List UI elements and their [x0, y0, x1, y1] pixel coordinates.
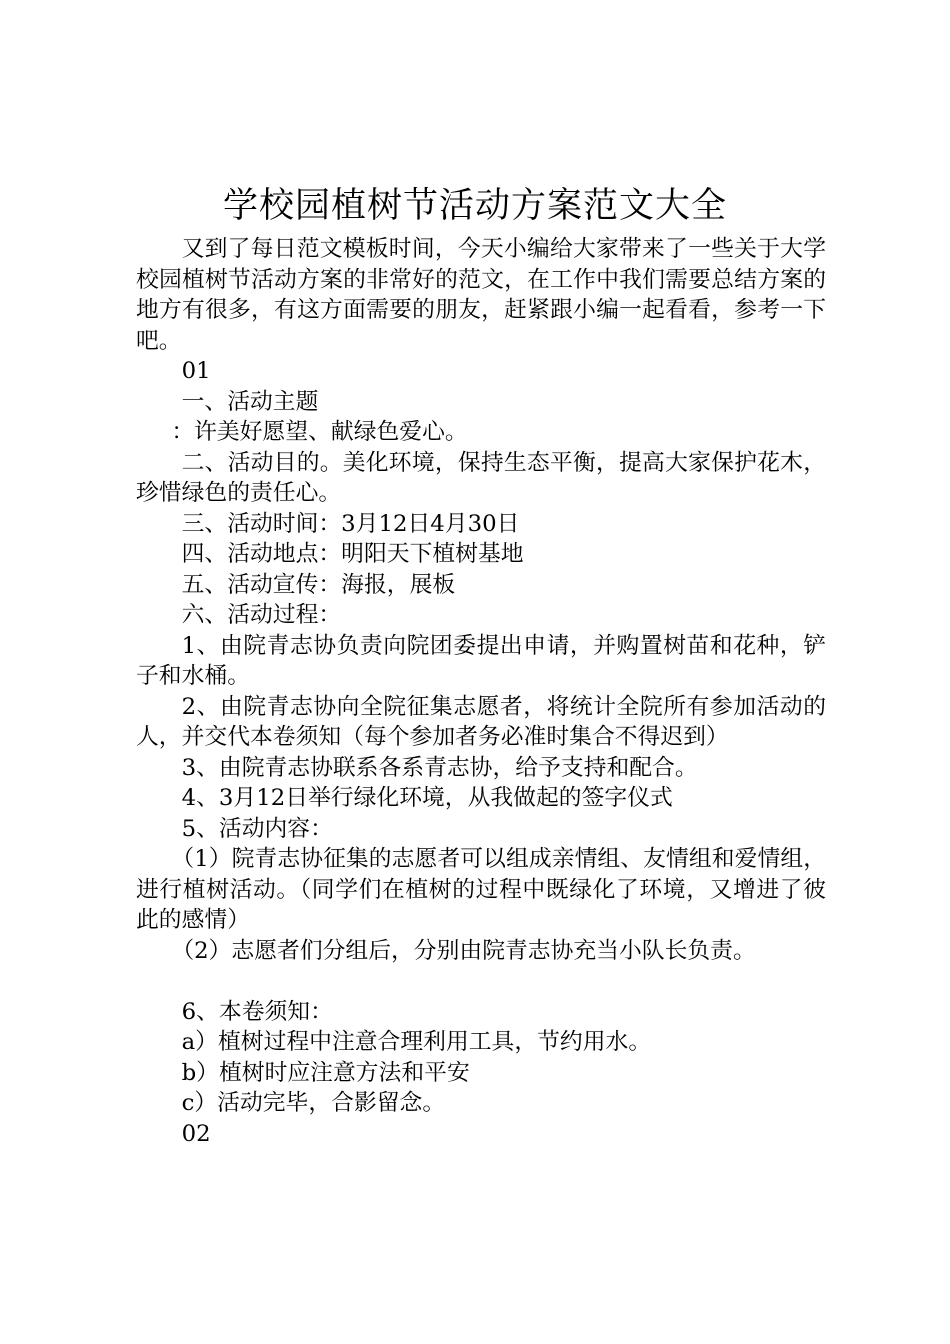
- activity-purpose: 二、活动目的。美化环境，保持生态平衡，提高大家保护花木，珍惜绿色的责任心。: [136, 449, 826, 506]
- process-step-2: 2、由院青志协向全院征集志愿者，将统计全院所有参加活动的人，并交代本卷须知（每个参加者务必准时集合不得迟到）: [136, 693, 826, 750]
- blank-line: [136, 966, 826, 997]
- heading-activity-process: 六、活动过程：: [181, 602, 342, 628]
- process-step-5: 5、活动内容：: [181, 815, 333, 842]
- process-step-4: 4、3月12日举行绿化环境，从我做起的签字仪式: [181, 785, 673, 811]
- process-step-6: 6、本卷须知：: [181, 998, 333, 1025]
- document-body: [136, 234, 826, 1149]
- activity-time: 三、活动时间：3月12日4月30日: [181, 510, 520, 537]
- notice-item-b: b）植树时应注意方法和平安: [181, 1059, 470, 1086]
- process-step-1: 1、由院青志协负责向院团委提出申请，并购置树苗和花种，铲子和水桶。: [136, 632, 826, 689]
- activity-theme-text: ：许美好愿望、献绿色爱心。: [171, 419, 468, 445]
- section-number-01: 01: [181, 358, 211, 384]
- document-title: 学校园植树节活动方案范文大全: [222, 186, 727, 226]
- content-item-2: （2）志愿者们分组后，分别由院青志协充当小队长负责。: [171, 937, 756, 964]
- section-number-02: 02: [181, 1120, 211, 1147]
- notice-item-a: a）植树过程中注意合理利用工具，节约用水。: [181, 1029, 652, 1055]
- heading-activity-theme: 一、活动主题: [181, 388, 319, 415]
- activity-location: 四、活动地点：明阳天下植树基地: [181, 541, 524, 567]
- content-item-1: （1）院青志协征集的志愿者可以组成亲情组、友情组和爱情组，进行植树活动。（同学们在植树的过程中既绿化了环境，又增进了彼此的感情）: [136, 846, 826, 933]
- intro-paragraph: 又到了每日范文模板时间，今天小编给大家带来了一些关于大学校园植树节活动方案的非常好的范文，在工作中我们需要总结方案的地方有很多，有这方面需要的朋友，赶紧跟小编一起看看，参考一下吧。: [136, 236, 826, 354]
- process-step-3: 3、由院青志协联系各系青志协，给予支持和配合。: [181, 754, 698, 781]
- notice-item-c: c）活动完毕，合影留念。: [181, 1090, 446, 1116]
- activity-promotion: 五、活动宣传：海报，展板: [181, 571, 456, 598]
